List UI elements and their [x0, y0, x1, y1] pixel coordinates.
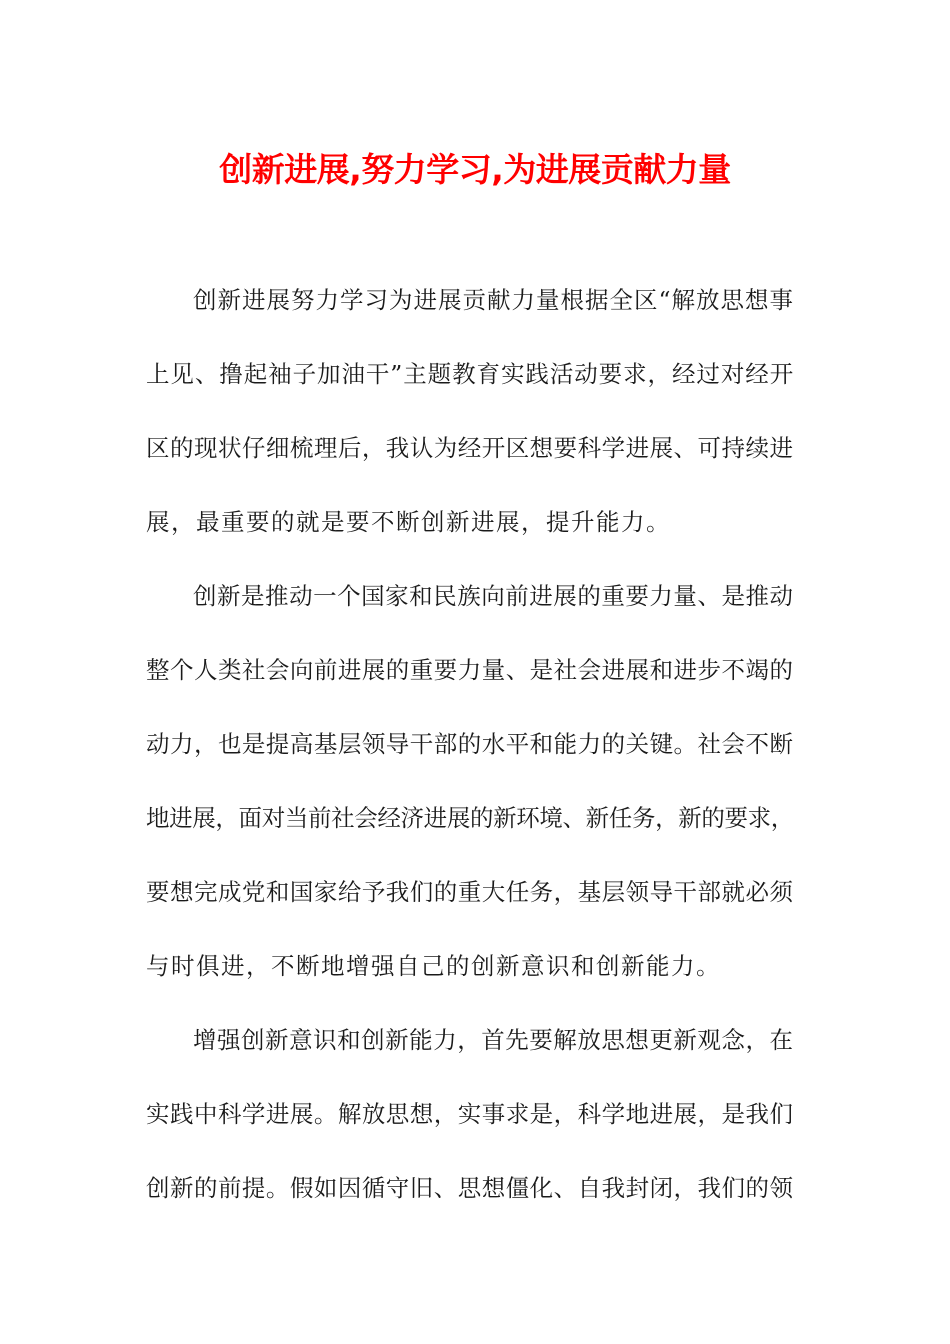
paragraph-line: 创新的前提。假如因循守旧、思想僵化、自我封闭，我们的领 [146, 1174, 794, 1202]
paragraph-line: 增强创新意识和创新能力，首先要解放思想更新观念，在 [193, 1026, 794, 1054]
paragraph-line: 创新是推动一个国家和民族向前进展的重要力量、是推动 [193, 582, 794, 610]
paragraph-line: 要想完成党和国家给予我们的重大任务，基层领导干部就必须 [146, 878, 794, 906]
paragraph-line: 整个人类社会向前进展的重要力量、是社会进展和进步不竭的 [146, 656, 794, 684]
paragraph-line: 区的现状仔细梳理后，我认为经开区想要科学进展、可持续进 [146, 434, 794, 462]
paragraph-line: 动力，也是提高基层领导干部的水平和能力的关键。社会不断 [146, 730, 794, 758]
paragraph-line: 创新进展努力学习为进展贡献力量根据全区“解放思想事 [193, 286, 795, 314]
paragraph-line: 实践中科学进展。解放思想，实事求是，科学地进展，是我们 [146, 1100, 794, 1128]
document-title: 创新进展,努力学习,为进展贡献力量 [219, 150, 731, 189]
paragraph-line: 上见、撸起袖子加油干”主题教育实践活动要求，经过对经开 [146, 360, 795, 388]
paragraph-line: 展，最重要的就是要不断创新进展，提升能力。 [146, 508, 671, 536]
paragraph-line: 地进展，面对当前社会经济进展的新环境、新任务，新的要求， [146, 804, 794, 832]
paragraph-line: 与时俱进，不断地增强自己的创新意识和创新能力。 [146, 952, 721, 980]
